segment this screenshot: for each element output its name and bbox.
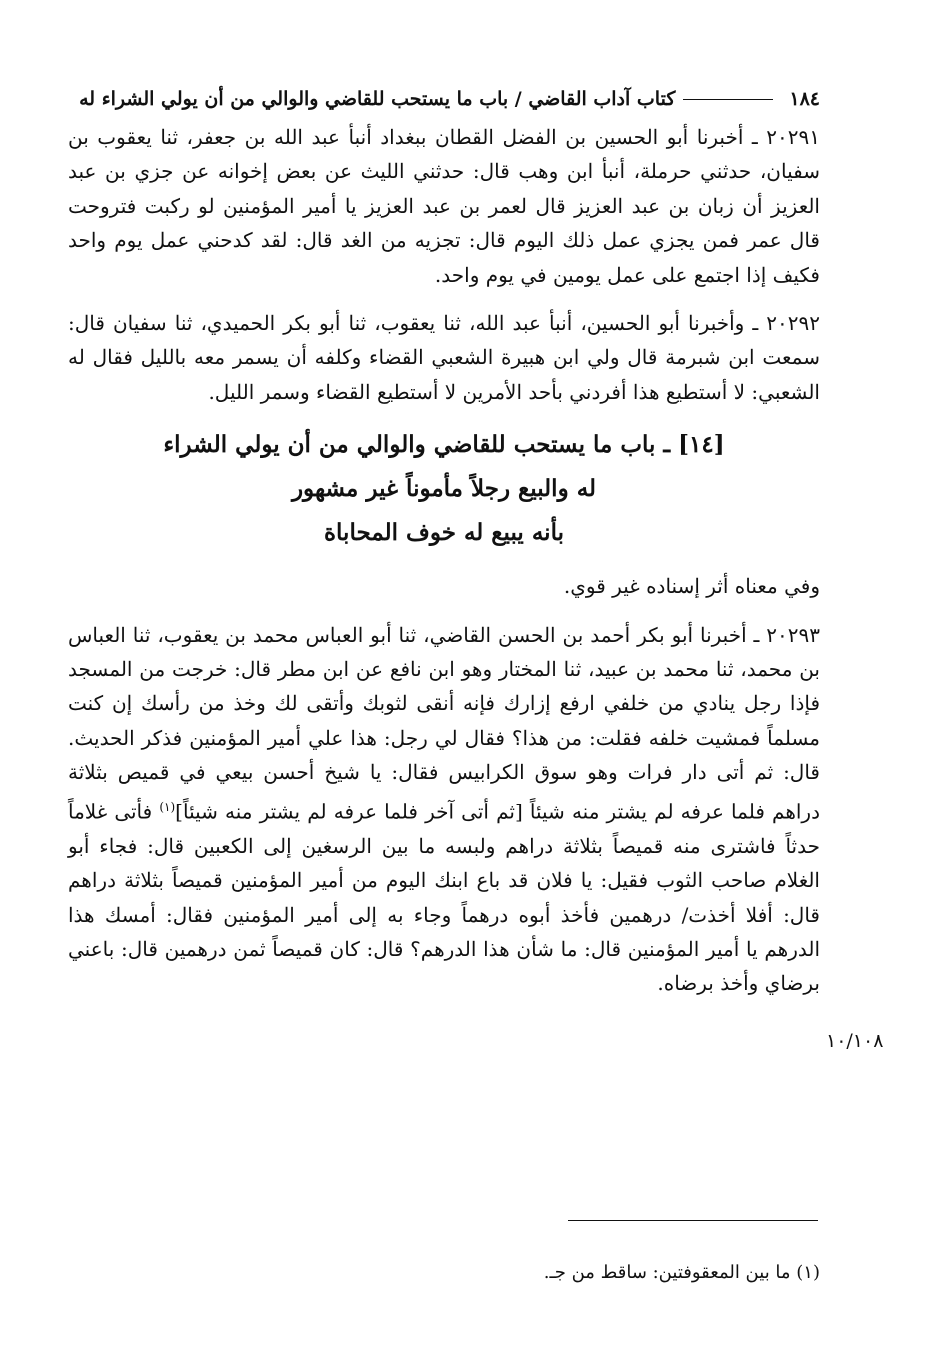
chapter-heading bbox=[68, 423, 820, 555]
chapter-heading-line-1: [١٤] ـ باب ما يستحب للقاضي والوالي من أن يولي الشراء bbox=[163, 431, 725, 459]
chapter-heading-line-2: له والبيع رجلاً مأموناً غير مشهور bbox=[291, 475, 597, 503]
paragraph-20293 bbox=[68, 618, 820, 1001]
footnote-reference: (١) bbox=[159, 799, 176, 814]
paragraph-20293-part-1: ٢٠٢٩٣ ـ أخبرنا أبو بكر أحمد بن الحسن القاضي، ثنا أبو العباس محمد بن يعقوب، ثنا العباس بن محمد، ثنا محمد بن عبيد، ثنا المختار وهو ابن نافع عن ابن مطر قال: خرجت من المسجد فإذا رجل ينادي من خلفي ارفع إزارك فإنه أنقى لثوبك وأتقى لك وخذ من رأسك إن كنت مسلماً فمشيت خلفه فقلت: من هذا؟ فقال لي رجل: هذا علي أمير المؤمنين فذكر الحديث. قال: ثم أتى دار فرات وهو سوق الكرابيس فقال: يا شيخ أحسن بيعي في قميص بثلاثة دراهم فلما عرفه لم يشتر منه شيئاً [ثم أتى آخر فلما عرفه لم يشتر منه شيئاً] bbox=[68, 622, 820, 824]
paragraph-20292: ٢٠٢٩٢ ـ وأخبرنا أبو الحسين، أنبأ عبد الله، ثنا يعقوب، ثنا أبو بكر الحميدي، ثنا سفيان قال: سمعت ابن شبرمة قال ولي ابن هبيرة الشعبي القضاء وكلفه أن يسمر معه بالليل فقال له الشعبي: لا أستطيع هذا أفردني بأحد الأمرين لا أستطيع القضاء وسمر الليل. bbox=[68, 311, 820, 404]
running-title: كتاب آداب القاضي / باب ما يستحب للقاضي والوالي من أن يولي الشراء له bbox=[79, 88, 676, 110]
chapter-heading-line-3: بأنه يبيع له خوف المحاباة bbox=[324, 519, 564, 547]
page-number: ١٨٤ bbox=[789, 88, 820, 110]
paragraph-20291: ٢٠٢٩١ ـ أخبرنا أبو الحسين بن الفضل القطان ببغداد أنبأ عبد الله بن جعفر، ثنا يعقوب بن سفيان، حدثني حرملة، أنبأ ابن وهب قال: حدثني الليث عن بعض إخوانه عن جزي بن عبد العزيز أن زبان بن عبد العزيز قال لعمر بن عبد العزيز يا أمير المؤمنين لو ركبت فتروحت قال عمر فمن يجزي عمل ذلك اليوم قال: تجزيه من الغد قال: لقد كدحني عمل يوم واحد فكيف إذا اجتمع على عمل يومين في يوم واحد. bbox=[68, 125, 820, 287]
main-text bbox=[68, 120, 820, 1015]
running-header bbox=[68, 70, 820, 110]
margin-reference: ١٠/١٠٨ bbox=[826, 1030, 884, 1052]
chapter-note: وفي معناه أثر إسناده غير قوي. bbox=[563, 574, 820, 599]
footnote: (١) ما بين المعقوفتين: ساقط من جـ. bbox=[543, 1262, 820, 1283]
paragraph-20293-part-2: فأتى غلاماً حدثاً فاشترى منه قميصاً بثلاثة دراهم ولبسه ما بين الرسغين إلى الكعبين قال: فجاء أبو الغلام صاحب الثوب فقيل: يا فلان قد باع ابنك اليوم من أمير المؤمنين قميصاً بثلاثة دراهم قال: أفلا أخذت/ درهمين فأخذ أبوه درهماً وجاء به إلى أمير المؤمنين فقال: أمسك هذا الدرهم يا أمير المؤمنين قال: ما شأن هذا الدرهم؟ قال: كان قميصاً ثمن درهمين قال: باعني برضاي وأخذ برضاه. bbox=[68, 799, 820, 996]
footnote-separator bbox=[568, 1220, 818, 1221]
header-rule bbox=[683, 99, 773, 100]
